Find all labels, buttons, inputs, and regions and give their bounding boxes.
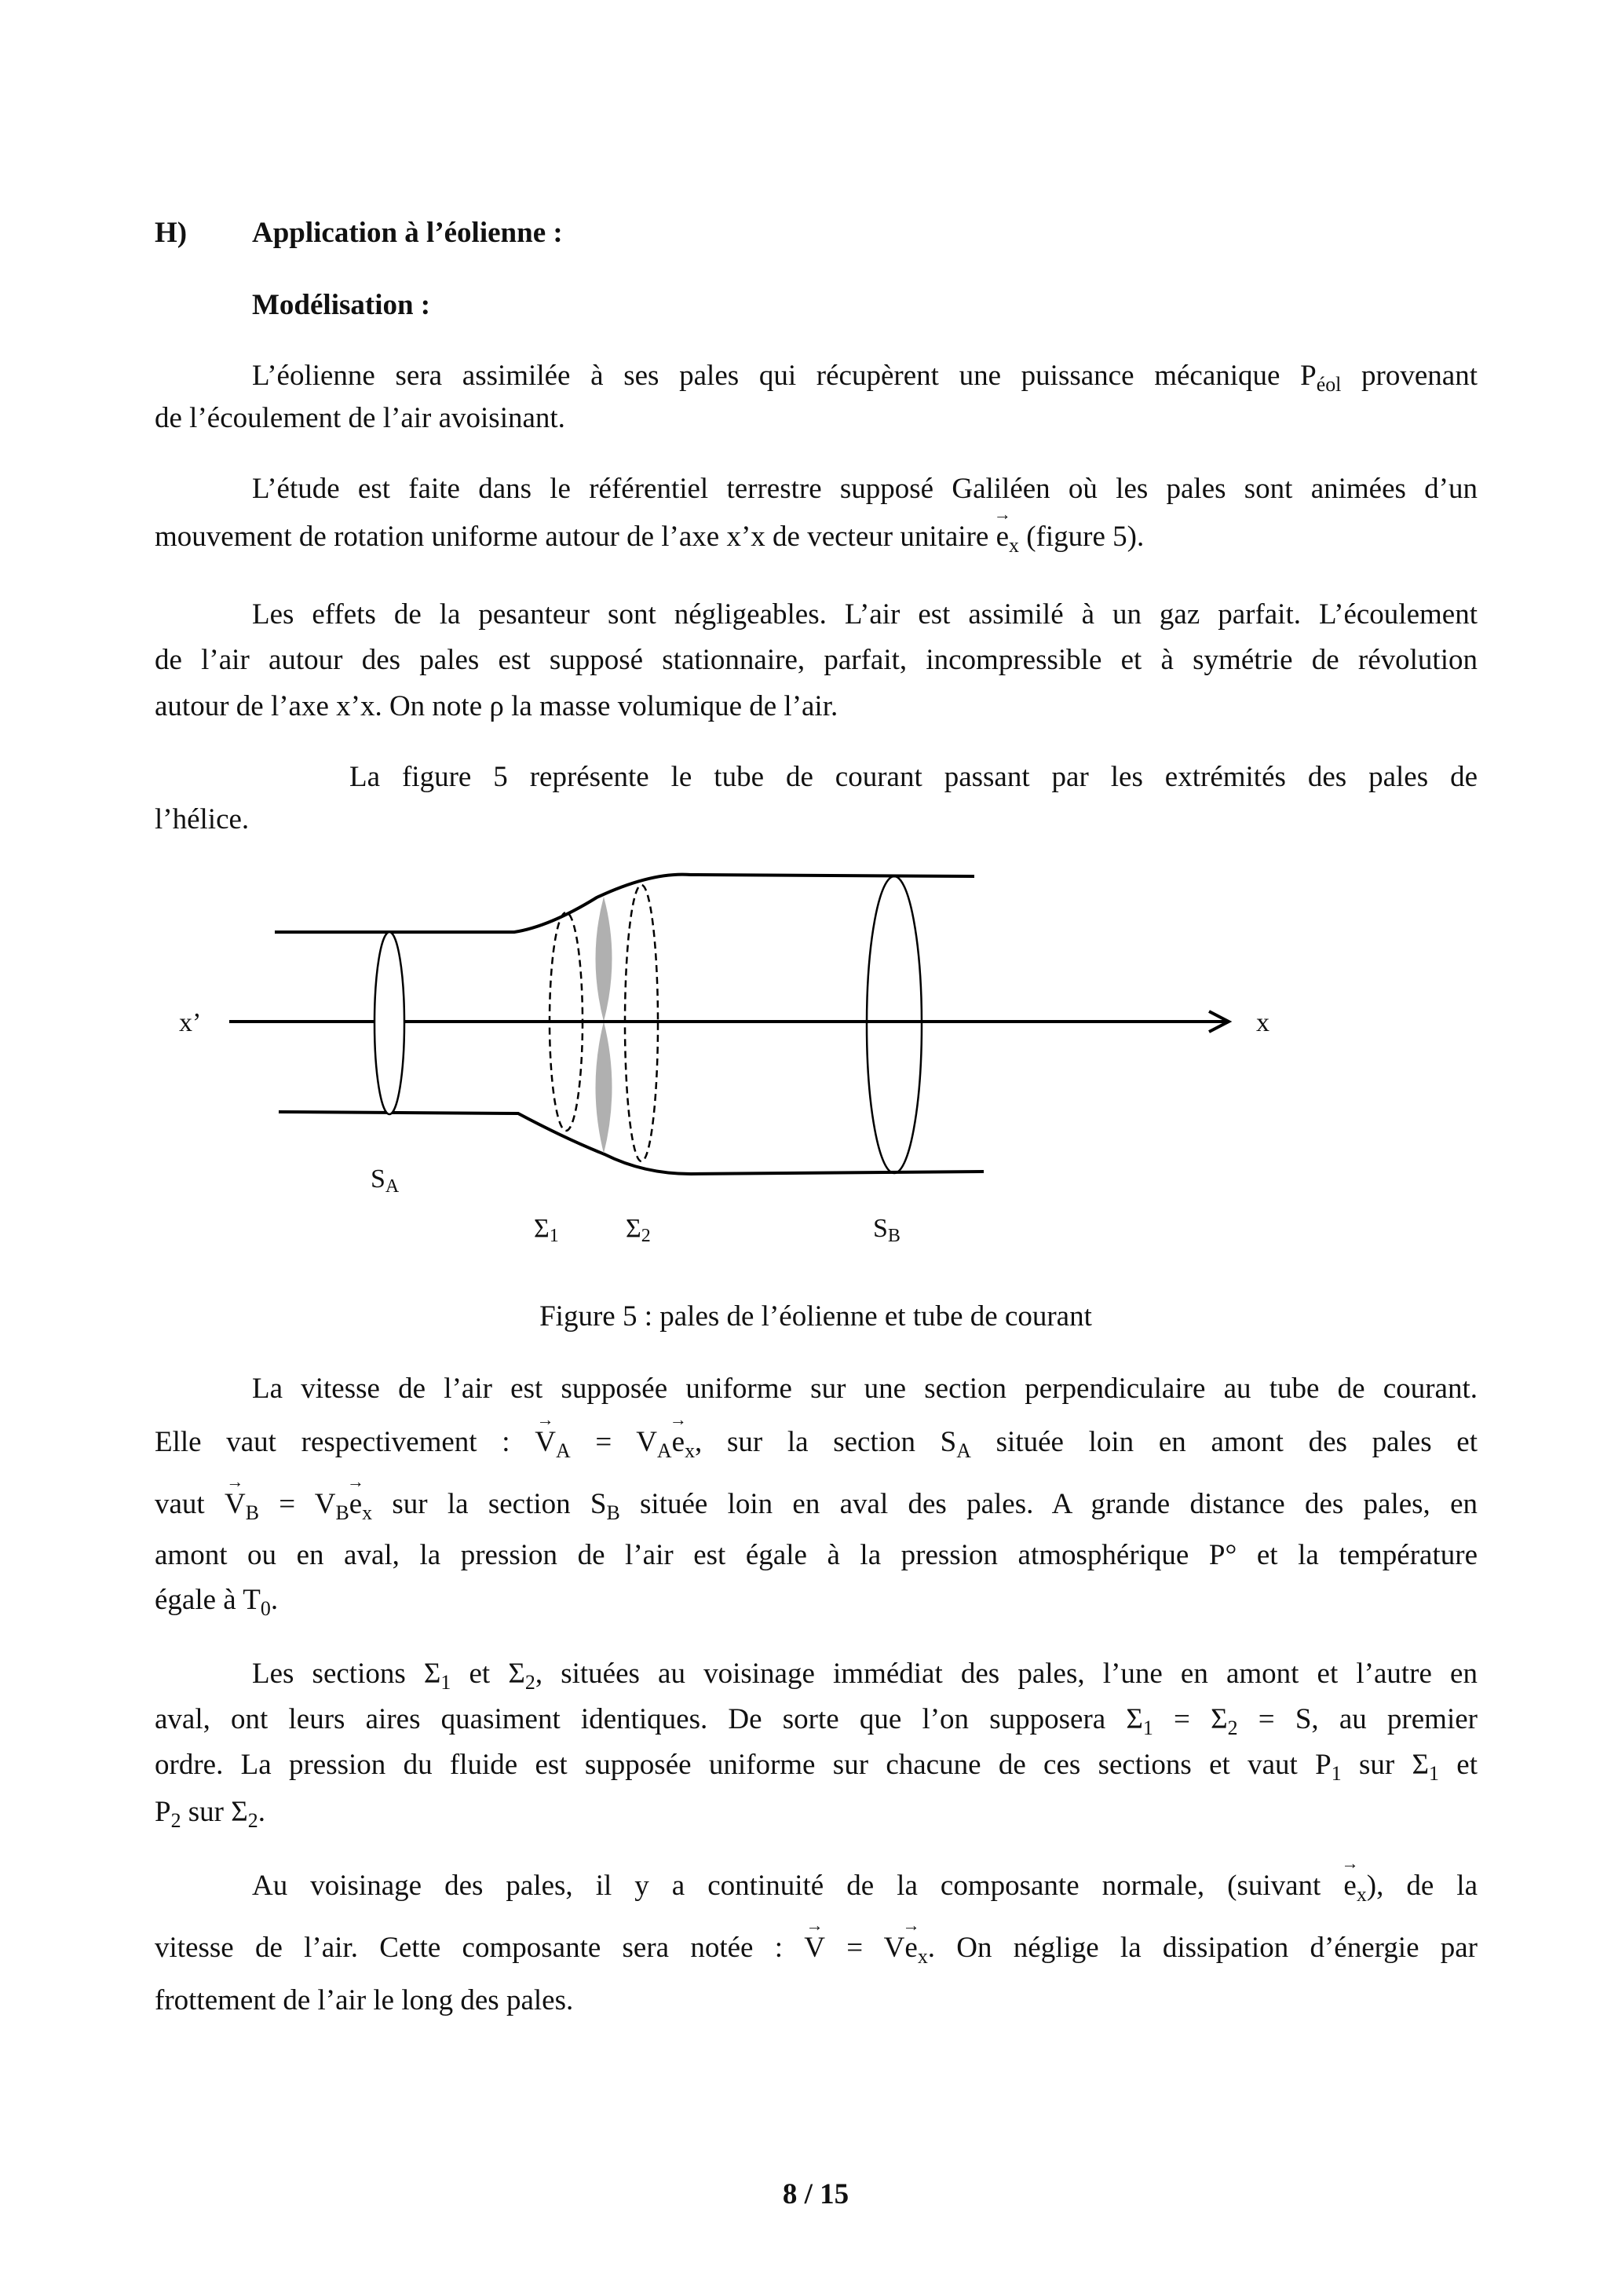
text-run: de l’air autour des pales est supposé stationnaire, parfait, incompressible et à symétrie de révolution xyxy=(155,644,1478,676)
axis-label-left: x’ xyxy=(179,1008,202,1037)
text-run: Les effets de la pesanteur sont négligeables. L’air est assimilé à un gaz parfait. L’écoulement xyxy=(252,598,1478,631)
subscript: 2 xyxy=(524,1670,535,1694)
vector-symbol: → e xyxy=(349,1484,362,1525)
vector-symbol: → e xyxy=(904,1928,917,1969)
subscript: 1 xyxy=(1331,1761,1342,1785)
vector-symbol: → V xyxy=(225,1484,246,1525)
text-run: mouvement de rotation uniforme autour de l’axe x’x de vecteur unitaire xyxy=(155,521,996,553)
text-run: sur Σ xyxy=(1341,1749,1430,1781)
subscript: 1 xyxy=(1142,1716,1153,1739)
subscript: 1 xyxy=(440,1670,451,1694)
text-run: sur Σ xyxy=(181,1796,248,1828)
text-run: L’éolienne sera assimilée à ses pales qui récupèrent une puissance mécanique P xyxy=(252,360,1317,392)
text-run: , sur la section S xyxy=(695,1426,957,1458)
text-run: La vitesse de l’air est supposée uniforme sur une section perpendiculaire au tube de courant. xyxy=(252,1373,1478,1405)
text-run: ordre. La pression du fluide est supposée uniforme sur chacune de ces sections et vaut P xyxy=(155,1749,1332,1781)
subscript: A xyxy=(555,1439,571,1462)
text-run: égale à T xyxy=(155,1584,261,1616)
figure-caption: Figure 5 : pales de l’éolienne et tube de courant xyxy=(539,1300,1092,1333)
text-run: La figure 5 représente le tube de courant passant par les extrémités des pales de xyxy=(349,761,1478,793)
label-sigma1: Σ1 xyxy=(534,1214,559,1246)
text-run: = S, au premier xyxy=(1237,1703,1478,1735)
text-run: = V xyxy=(258,1488,336,1520)
label-sb: SB xyxy=(873,1214,901,1246)
blade-upper xyxy=(596,897,612,1022)
text-run: autour de l’axe x’x. On note ρ la masse volumique de l’air. xyxy=(155,690,838,722)
text-run: . On néglige la dissipation d’énergie par xyxy=(927,1932,1478,1964)
text-run: . xyxy=(258,1796,265,1828)
section-title: Application à l’éolienne : xyxy=(252,217,563,249)
label-sigma2: Σ2 xyxy=(626,1214,651,1246)
text-run: Au voisinage des pales, il y a continuité de la composante normale, (suivant xyxy=(252,1870,1344,1902)
vector-symbol: → e xyxy=(672,1422,685,1463)
subscript: x xyxy=(917,1944,928,1968)
text-run: frottement de l’air le long des pales. xyxy=(155,1984,574,2016)
subscript: éol xyxy=(1316,372,1342,396)
axis-label-right: x xyxy=(1256,1008,1269,1037)
vector-symbol: → e xyxy=(996,517,1009,558)
text-run: l’hélice. xyxy=(155,803,250,835)
section-sb xyxy=(867,876,922,1173)
text-run: (figure 5). xyxy=(1018,521,1145,553)
subscript: A xyxy=(656,1439,672,1462)
text-run: provenant xyxy=(1341,360,1478,392)
subscript: x xyxy=(1356,1882,1367,1906)
subscript: 2 xyxy=(1227,1716,1238,1739)
subscript: B xyxy=(245,1501,259,1524)
text-run: , situées au voisinage immédiat des pales, l’une en amont et l’autre en xyxy=(535,1658,1478,1690)
text-run: sur la section S xyxy=(372,1488,607,1520)
subscript: x xyxy=(1009,533,1019,557)
text-run: L’étude est faite dans le référentiel terrestre supposé Galiléen où les pales sont animées d’un xyxy=(252,473,1478,505)
text-run: amont ou en aval, la pression de l’air est égale à la pression atmosphérique P° et la température xyxy=(155,1539,1478,1571)
subscript: 2 xyxy=(170,1808,181,1832)
subscript: B xyxy=(335,1501,349,1524)
subscript: B xyxy=(606,1501,620,1524)
subscript: x xyxy=(362,1501,373,1524)
text-run: située loin en amont des pales et xyxy=(970,1426,1478,1458)
tube-upper-boundary xyxy=(275,875,974,932)
page-number: 8 / 15 xyxy=(782,2178,849,2210)
text-run: = V xyxy=(824,1932,905,1964)
text-run: = V xyxy=(570,1426,657,1458)
vector-symbol: → V xyxy=(804,1928,825,1969)
subsection-title: Modélisation : xyxy=(252,289,431,321)
text-run: Les sections Σ xyxy=(252,1658,441,1690)
vector-symbol: → e xyxy=(1343,1866,1356,1907)
text-run: ), de la xyxy=(1366,1870,1478,1902)
text-run: et xyxy=(1438,1749,1478,1781)
text-run: = Σ xyxy=(1153,1703,1228,1735)
subscript: 2 xyxy=(247,1808,258,1832)
text-run: et Σ xyxy=(451,1658,525,1690)
section-sa xyxy=(374,932,404,1114)
subscript: 1 xyxy=(1429,1761,1439,1785)
subscript: 0 xyxy=(260,1596,271,1620)
text-run: située loin en aval des pales. A grande distance des pales, en xyxy=(619,1488,1478,1520)
text-run: de l’écoulement de l’air avoisinant. xyxy=(155,402,565,434)
label-sa: SA xyxy=(371,1164,400,1197)
blade-lower xyxy=(596,1022,612,1153)
text-run: Elle vaut respectivement : xyxy=(155,1426,535,1458)
vector-symbol: → V xyxy=(535,1422,556,1463)
subscript: x xyxy=(685,1439,696,1462)
section-number: H) xyxy=(155,217,188,249)
text-run: P xyxy=(155,1796,171,1828)
text-run: vaut xyxy=(155,1488,225,1520)
text-run: . xyxy=(270,1584,279,1616)
text-run: aval, ont leurs aires quasiment identiques. De sorte que l’on supposera Σ xyxy=(155,1703,1143,1735)
subscript: A xyxy=(956,1439,971,1462)
text-run: vitesse de l’air. Cette composante sera notée : xyxy=(155,1932,805,1964)
